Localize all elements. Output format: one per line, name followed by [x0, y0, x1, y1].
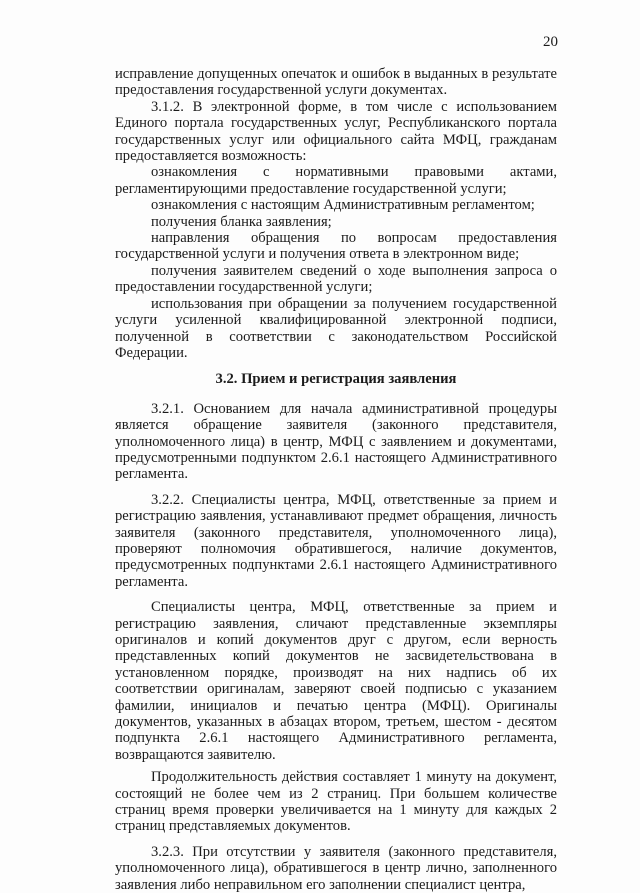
paragraph-continuation: исправление допущенных опечаток и ошибок в выданных в результате предоставления государственной услуги документах. [115, 66, 557, 99]
section-heading: 3.2. Прием и регистрация заявления [215, 371, 457, 388]
paragraph-3-2-3: 3.2.3. При отсутствии у заявителя (законного представителя, уполномоченного лица), обратившегося в центр лично, заполненного заявления либо неправильном его заполнении специалист центра, [115, 843, 557, 893]
list-item-form: получения бланка заявления; [151, 213, 332, 230]
list-item-appeal: направления обращения по вопросам предоставления государственной услуги и получения ответа в электронном виде; [115, 230, 557, 263]
list-item-regulation: ознакомления с настоящим Административным регламентом; [151, 197, 535, 214]
paragraph-3-1-2: 3.1.2. В электронной форме, в том числе с использованием Единого портала государственных услуг, Республиканского портала государственных услуг или официального сайта МФЦ, гражданам предоставляется возможность: [115, 98, 557, 165]
document-body [115, 66, 557, 893]
paragraph-3-2-2: 3.2.2. Специалисты центра, МФЦ, ответственные за прием и регистрацию заявления, устанавливают предмет обращения, личность заявителя (законного представителя, уполномоченного лица), проверяют полномочия обратившегося, наличие документов, предусмотренных подпунктами 2.6.1 настоящего Административного регламента. [115, 491, 557, 590]
paragraph-specialists: Специалисты центра, МФЦ, ответственные за прием и регистрацию заявления, сличают представленные экземпляры оригиналов и копий документов друг с другом, если верность представленных копий документов не засвидетельствована в установленном порядке, производят на них надпись об их соответствии оригиналам, заверяют своей подписью с указанием фамилии, инициалов и печатью центра (МФЦ). Оригиналы документов, указанных в абзацах втором, третьем, шестом - десятом подпункта 2.6.1 настоящего Административного регламента, возвращаются заявителю. [115, 599, 557, 763]
page-number: 20 [543, 34, 558, 50]
paragraph-duration: Продолжительность действия составляет 1 минуту на документ, состоящий не более чем из 2 страниц. При большем количестве страниц время проверки увеличивается на 1 минуту для каждых 2 страниц представляемых документов. [115, 769, 557, 835]
paragraph-3-2-1: 3.2.1. Основанием для начала административной процедуры является обращение заявителя (законного представителя, уполномоченного лица) в центр, МФЦ с заявлением и документами, предусмотренными подпунктом 2.6.1 настоящего Административного регламента. [115, 400, 557, 483]
list-item-normative-acts: ознакомления с нормативными правовыми актами, регламентирующими предоставление государственной услуги; [115, 164, 557, 197]
list-item-signature: использования при обращении за получением государственной услуги усиленной квалифицированной электронной подписи, полученной в соответствии с законодательством Российской Федерации. [115, 295, 557, 361]
list-item-status: получения заявителем сведений о ходе выполнения запроса о предоставлении государственной услуги; [115, 262, 557, 296]
